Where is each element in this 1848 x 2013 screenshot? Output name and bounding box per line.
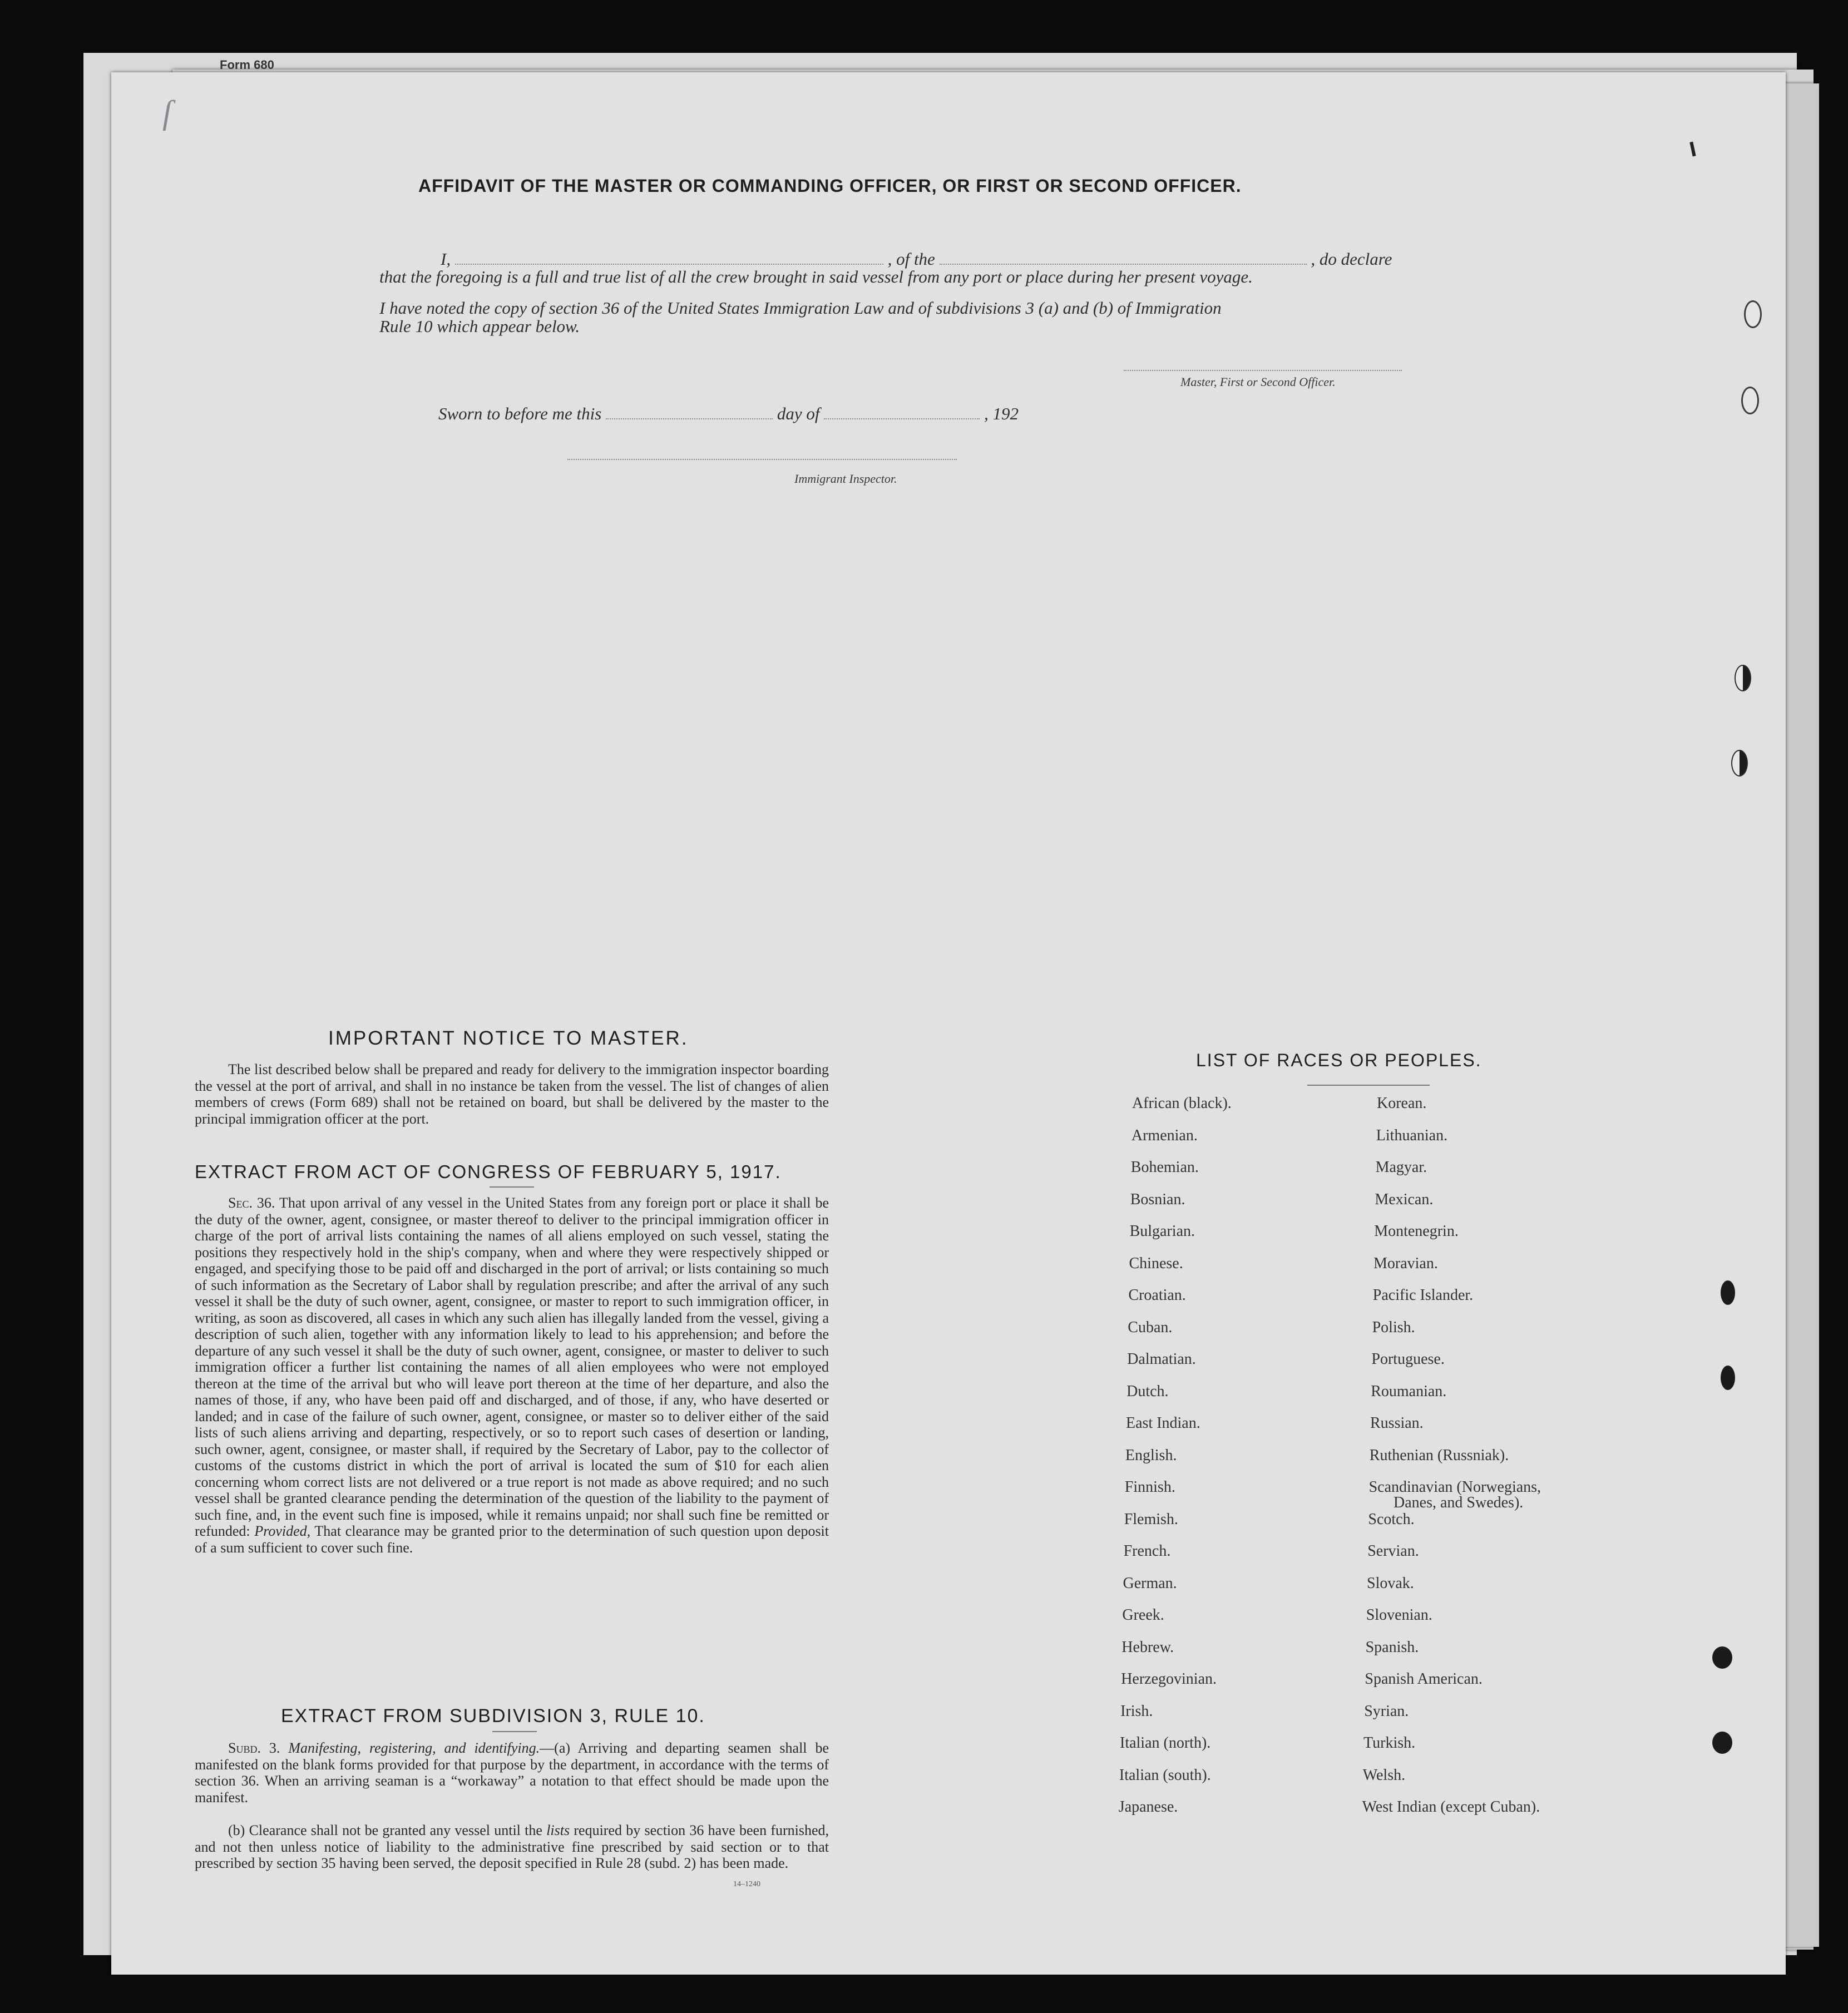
race-item: Moravian.	[1373, 1254, 1438, 1272]
race-item: African (black).	[1132, 1095, 1232, 1112]
binder-hole-icon	[1731, 750, 1748, 776]
rule-extract-para-a	[195, 1740, 829, 1806]
officer-caption: Master, First or Second Officer.	[1180, 375, 1336, 389]
race-item: Slovak.	[1367, 1574, 1414, 1592]
race-item: Cuban.	[1128, 1318, 1173, 1336]
race-item: Finnish.	[1124, 1478, 1175, 1496]
sworn-line	[438, 404, 1019, 424]
day-of-text: day of	[777, 404, 820, 423]
race-item: Korean.	[1377, 1095, 1427, 1112]
race-item: Syrian.	[1364, 1702, 1409, 1720]
race-item: Spanish.	[1365, 1638, 1419, 1656]
lists-word: lists	[546, 1822, 570, 1838]
race-item: Flemish.	[1124, 1510, 1178, 1528]
affidavit-title: AFFIDAVIT OF THE MASTER OR COMMANDING OFFICER, OR FIRST OR SECOND OFFICER.	[418, 176, 1242, 196]
race-item: Armenian.	[1131, 1126, 1198, 1144]
race-item: Turkish.	[1363, 1734, 1416, 1752]
race-item: German.	[1123, 1574, 1177, 1592]
race-item: Bohemian.	[1130, 1159, 1199, 1176]
race-item: East Indian.	[1126, 1414, 1200, 1432]
act-extract-body	[195, 1195, 829, 1556]
form-code: 14–1240	[733, 1880, 760, 1888]
affidavit-line-2: that the foregoing is a full and true list of all the crew brought in said vessel from any port or place during her present voyage.	[379, 267, 1253, 286]
para-b-text-1: Clearance shall not be granted any vessel until the	[249, 1822, 542, 1838]
day-blank[interactable]	[606, 405, 773, 419]
form-number: Form 680	[220, 58, 274, 72]
act-extract-title: EXTRACT FROM ACT OF CONGRESS OF FEBRUARY 5, 1917.	[195, 1161, 782, 1182]
race-item: Herzegovinian.	[1121, 1670, 1217, 1688]
races-title: LIST OF RACES OR PEOPLES.	[1196, 1050, 1482, 1070]
race-item: Bosnian.	[1130, 1190, 1185, 1208]
notice-body: The list described below shall be prepared and ready for delivery to the immigration inspector boarding the vessel at the port of arrival, and shall in no instance be taken from the vessel. The list of changes of alien members of crews (Form 689) shall not be retained on board, but shall be delivered by the master to the principal immigration officer at the port.	[195, 1061, 829, 1127]
race-item: Dalmatian.	[1127, 1351, 1196, 1368]
race-item: Japanese.	[1118, 1798, 1178, 1816]
race-item: Scandinavian (Norwegians,	[1368, 1478, 1541, 1496]
race-item: Pacific Islander.	[1372, 1287, 1474, 1304]
affidavit-line-4: Rule 10 which appear below.	[379, 316, 580, 336]
sworn-text: Sworn to before me this	[438, 404, 602, 423]
race-item: Hebrew.	[1121, 1638, 1174, 1656]
affidavit-of-the: , of the	[887, 249, 935, 269]
race-item: Russian.	[1370, 1414, 1424, 1432]
race-item: Slovenian.	[1366, 1606, 1432, 1624]
vessel-blank[interactable]	[940, 250, 1307, 265]
para-b-text-2: required by section 36 have been furnished, and not then unless notice of liability to the administrative fine prescribed by said section or to that prescribed by section 35 having been served, the deposit specified in Rule 28 (subd. 2) has been made.	[195, 1822, 829, 1871]
race-item: Spanish American.	[1365, 1670, 1483, 1688]
race-item: West Indian (except Cuban).	[1362, 1798, 1540, 1816]
para-a-text: —(a) Arriving and departing seamen shall be manifested on the blank forms provided for that purpose by the department, in accordance with the terms of section 36. When an arriving seaman is a “workaway” a notation to that effect should be made upon the manifest.	[195, 1740, 829, 1806]
race-item: Ruthenian (Russniak).	[1369, 1446, 1509, 1464]
binder-hole-icon	[1712, 1646, 1732, 1669]
binder-hole-icon	[1721, 1366, 1735, 1390]
race-item: Danes, and Swedes).	[1394, 1494, 1524, 1511]
rule-extract-title: EXTRACT FROM SUBDIVISION 3, RULE 10.	[281, 1705, 705, 1727]
notice-title: IMPORTANT NOTICE TO MASTER.	[328, 1027, 689, 1049]
rule-extract-para-b	[195, 1822, 829, 1872]
race-item: Welsh.	[1362, 1766, 1406, 1784]
race-item: Chinese.	[1129, 1254, 1183, 1272]
race-item: Bulgarian.	[1129, 1223, 1195, 1240]
affidavit-line-3: I have noted the copy of section 36 of the United States Immigration Law and of subdivisions 3 (a) and (b) of Immigration	[379, 298, 1222, 318]
subd-heading: Manifesting, registering, and identifying.	[288, 1740, 540, 1756]
form-page	[111, 72, 1786, 1975]
race-item: Portuguese.	[1371, 1351, 1445, 1368]
pencil-mark: ſ	[162, 94, 172, 131]
divider	[1307, 1085, 1430, 1086]
subd-label: Subd. 3.	[228, 1740, 280, 1756]
race-item: French.	[1123, 1542, 1171, 1560]
race-item: Scotch.	[1368, 1510, 1415, 1528]
binder-hole-icon	[1741, 387, 1759, 414]
race-item: Croatian.	[1128, 1287, 1186, 1304]
race-item: Italian (north).	[1120, 1734, 1211, 1752]
race-item: Magyar.	[1375, 1159, 1427, 1176]
race-item: Irish.	[1120, 1702, 1153, 1720]
race-item: Greek.	[1122, 1606, 1164, 1624]
name-blank[interactable]	[455, 250, 883, 265]
affidavit-declare: , do declare	[1311, 249, 1392, 269]
binder-hole-icon	[1744, 300, 1762, 328]
act-text: That upon arrival of any vessel in the United States from any foreign port or place it shall be the duty of the owner, agent, consignee, or master thereof to deliver to the principal immigration officer in charge of the port of arrival lists containing the names of all aliens employed on such vessel, stating the positions they respectively hold in the ship's company, when and where they were respectively shipped or engaged, and specifying those to be paid off and discharged in the port of arrival; or lists containing so much of such information as the Secretary of Labor shall by regulation prescribe; and after the arrival of any such vessel it shall be the duty of such owner, agent, consignee, or master to report to such immigration officer, in writing, as soon as discovered, all cases in which any such alien has illegally landed from the vessel, giving a description of such alien, together with any information likely to lead to his apprehension; and before the departure of any such vessel it shall be the duty of such owner, agent, consignee, or master to deliver to such immigration officer a further list containing the names of all alien employees who were not employed thereon at the time of the arrival but who will leave port thereon at the time of her departure, and also the names of those, if any, who have been paid off and discharged, and of those, if any, who have deserted or landed; and in case of the failure of such owner, agent, consignee, or master so to deliver either of the said lists of such aliens arriving and departing, respectively, or so to report such cases of desertion or landing, such owner, agent, consignee, or master shall, if required by the Secretary of Labor, pay to the collector of customs of the customs district in which the port of arrival is located the sum of $10 for each alien concerning whom correct lists are not delivered or a true report is not made as above required; and no such vessel shall be granted clearance pending the determination of the question of the liability to the payment of such fine, and, in the event such fine is imposed, while it remains unpaid; nor shall such fine be remitted or refunded:	[195, 1195, 829, 1539]
race-item: Montenegrin.	[1374, 1223, 1459, 1240]
inspector-signature-line[interactable]	[567, 459, 957, 460]
binder-hole-icon	[1735, 665, 1751, 691]
para-b-label: (b)	[228, 1822, 245, 1838]
race-item: Dutch.	[1126, 1382, 1169, 1400]
race-item: English.	[1125, 1446, 1177, 1464]
inspector-caption: Immigrant Inspector.	[794, 472, 897, 486]
divider	[490, 1186, 534, 1188]
binder-hole-icon	[1721, 1280, 1735, 1305]
race-item: Roumanian.	[1371, 1382, 1447, 1400]
race-item: Italian (south).	[1119, 1766, 1211, 1784]
officer-signature-line[interactable]	[1124, 370, 1402, 371]
month-blank[interactable]	[824, 405, 980, 419]
year-text: , 192	[984, 404, 1019, 423]
section-label: Sec. 36.	[228, 1195, 275, 1211]
race-item: Polish.	[1372, 1318, 1415, 1336]
divider	[492, 1731, 537, 1732]
binder-hole-icon	[1712, 1732, 1732, 1754]
provided-word: Provided,	[254, 1523, 311, 1539]
affidavit-line-1	[441, 249, 1392, 269]
act-text-end: That clearance may be granted prior to the determination of such question upon deposit of a sum sufficient to cover such fine.	[195, 1523, 829, 1556]
race-item: Lithuanian.	[1376, 1126, 1448, 1144]
race-item: Mexican.	[1375, 1190, 1434, 1208]
affidavit-i: I,	[441, 249, 451, 269]
race-item: Servian.	[1367, 1542, 1419, 1560]
